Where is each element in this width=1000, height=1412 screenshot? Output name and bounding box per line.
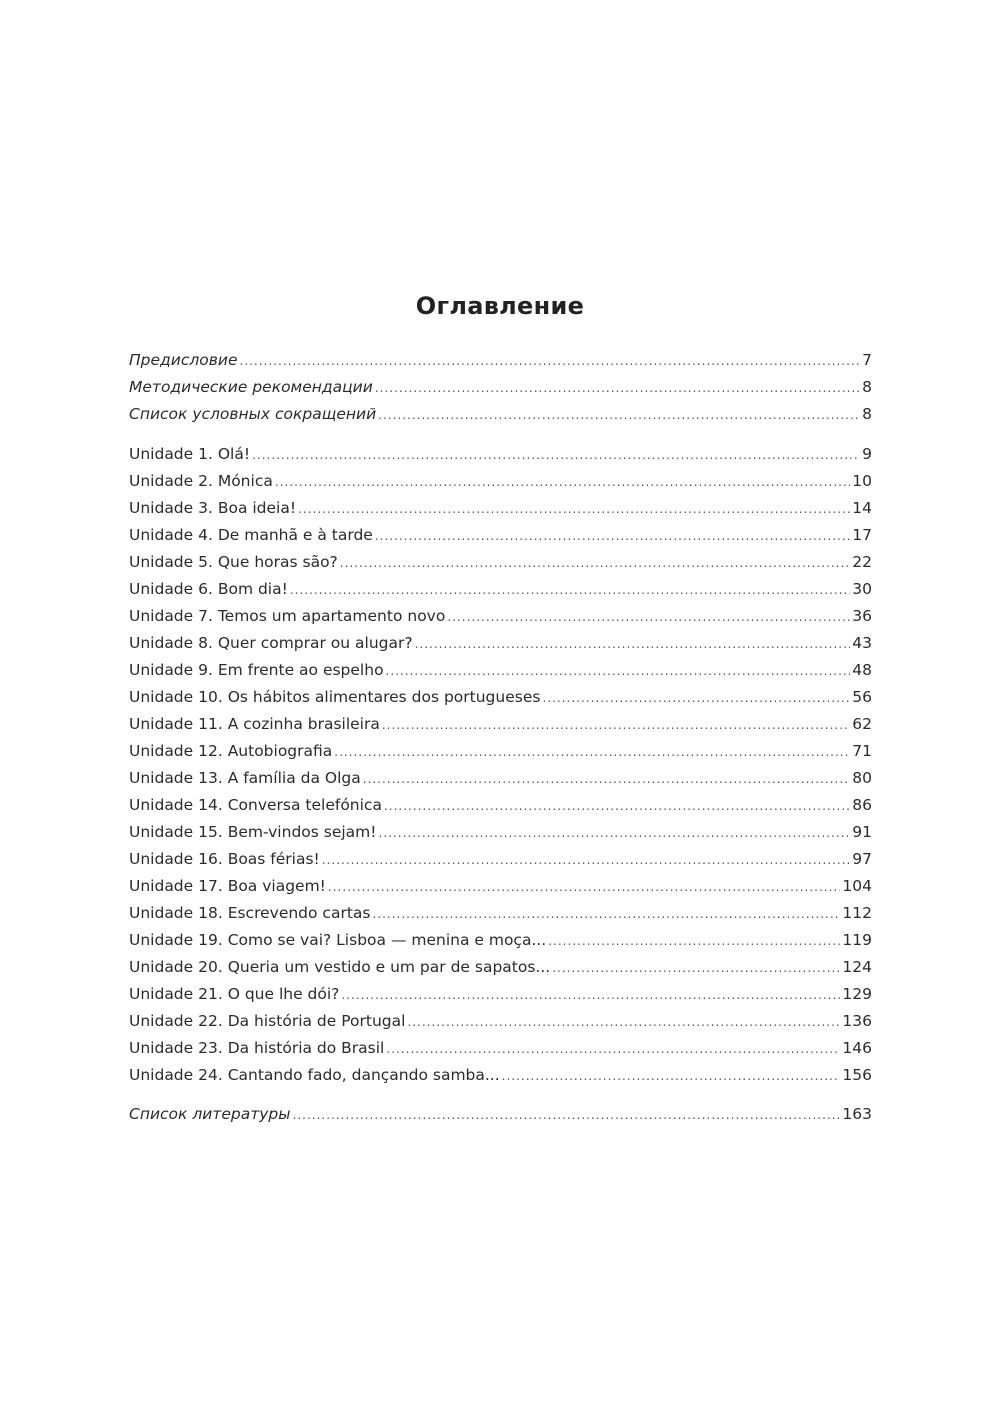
toc-entry-label: Unidade 24. Cantando fado, dançando samba... bbox=[129, 1066, 500, 1084]
toc-units bbox=[129, 441, 872, 1089]
dot-leader bbox=[239, 348, 860, 374]
toc-entry-label: Unidade 15. Bem-vindos sejam! bbox=[129, 823, 377, 841]
dot-leader bbox=[386, 658, 851, 684]
toc-entry-page: 136 bbox=[842, 1012, 872, 1030]
dot-leader bbox=[386, 1036, 840, 1062]
toc-entry-page: 10 bbox=[852, 472, 872, 490]
dot-leader bbox=[375, 523, 850, 549]
dot-leader bbox=[334, 739, 850, 765]
toc-entry-label: Список литературы bbox=[129, 1105, 291, 1123]
toc-entry[interactable] bbox=[129, 441, 872, 468]
toc-entry-page: 8 bbox=[862, 405, 872, 423]
dot-leader bbox=[407, 1009, 840, 1035]
toc-entry-label: Unidade 17. Boa viagem! bbox=[129, 877, 326, 895]
toc-entry-page: 80 bbox=[852, 769, 872, 787]
dot-leader bbox=[290, 577, 850, 603]
toc-back-matter bbox=[129, 1101, 872, 1128]
toc-entry-page: 97 bbox=[852, 850, 872, 868]
toc-entry-page: 163 bbox=[842, 1105, 872, 1123]
toc-entry-label: Методические рекомендации bbox=[129, 378, 373, 396]
toc-entry-page: 56 bbox=[852, 688, 872, 706]
toc-entry-page: 8 bbox=[862, 378, 872, 396]
dot-leader bbox=[298, 496, 850, 522]
dot-leader bbox=[328, 874, 841, 900]
toc-entry[interactable] bbox=[129, 603, 872, 630]
dot-leader bbox=[552, 955, 840, 981]
toc-entry-page: 119 bbox=[842, 931, 872, 949]
toc-entry-label: Unidade 19. Como se vai? Lisboa — menina e moça... bbox=[129, 931, 547, 949]
toc-entry[interactable] bbox=[129, 1101, 872, 1128]
toc-entry-page: 71 bbox=[852, 742, 872, 760]
toc-entry-label: Unidade 10. Os hábitos alimentares dos portugueses bbox=[129, 688, 541, 706]
toc-entry[interactable] bbox=[129, 738, 872, 765]
dot-leader bbox=[293, 1102, 841, 1128]
toc-entry-label: Unidade 4. De manhã e à tarde bbox=[129, 526, 373, 544]
dot-leader bbox=[252, 442, 860, 468]
toc-entry[interactable] bbox=[129, 495, 872, 522]
toc-entry[interactable] bbox=[129, 1035, 872, 1062]
dot-leader bbox=[363, 766, 851, 792]
toc-entry-label: Unidade 8. Quer comprar ou alugar? bbox=[129, 634, 413, 652]
toc-entry-label: Unidade 13. A família da Olga bbox=[129, 769, 361, 787]
toc-entry-page: 36 bbox=[852, 607, 872, 625]
toc-entry[interactable] bbox=[129, 1008, 872, 1035]
dot-leader bbox=[542, 685, 850, 711]
toc-entry-page: 129 bbox=[842, 985, 872, 1003]
toc-entry-label: Список условных сокращений bbox=[129, 405, 377, 423]
toc-entry[interactable] bbox=[129, 981, 872, 1008]
toc-entry-page: 62 bbox=[852, 715, 872, 733]
toc-entry-page: 22 bbox=[852, 553, 872, 571]
toc-entry-page: 156 bbox=[842, 1066, 872, 1084]
toc-entry-label: Unidade 7. Temos um apartamento novo bbox=[129, 607, 446, 625]
toc-entry-label: Unidade 11. A cozinha brasileira bbox=[129, 715, 380, 733]
dot-leader bbox=[384, 793, 850, 819]
toc-entry-page: 48 bbox=[852, 661, 872, 679]
toc-entry[interactable] bbox=[129, 873, 872, 900]
toc-entry-label: Unidade 1. Olá! bbox=[129, 445, 251, 463]
toc-entry[interactable] bbox=[129, 401, 872, 428]
toc-entry[interactable] bbox=[129, 954, 872, 981]
dot-leader bbox=[379, 820, 851, 846]
toc-entry[interactable] bbox=[129, 576, 872, 603]
toc-entry-label: Unidade 12. Autobiografia bbox=[129, 742, 333, 760]
dot-leader bbox=[415, 631, 851, 657]
dot-leader bbox=[372, 901, 840, 927]
toc-entry[interactable] bbox=[129, 347, 872, 374]
toc-entry-label: Unidade 20. Queria um vestido e um par de sapatos... bbox=[129, 958, 551, 976]
toc-entry-page: 91 bbox=[852, 823, 872, 841]
toc-entry[interactable] bbox=[129, 711, 872, 738]
dot-leader bbox=[548, 928, 840, 954]
toc-entry-label: Unidade 5. Que horas são? bbox=[129, 553, 338, 571]
dot-leader bbox=[382, 712, 850, 738]
toc-entry[interactable] bbox=[129, 522, 872, 549]
toc-entry-label: Unidade 16. Boas férias! bbox=[129, 850, 320, 868]
toc-entry-label: Unidade 9. Em frente ao espelho bbox=[129, 661, 384, 679]
toc-entry-label: Unidade 6. Bom dia! bbox=[129, 580, 288, 598]
toc-entry-label: Unidade 23. Da história do Brasil bbox=[129, 1039, 385, 1057]
dot-leader bbox=[375, 375, 860, 401]
toc-entry-label: Предисловие bbox=[129, 351, 238, 369]
toc-entry-page: 112 bbox=[842, 904, 872, 922]
toc-entry[interactable] bbox=[129, 468, 872, 495]
dot-leader bbox=[502, 1063, 841, 1089]
toc-entry-page: 7 bbox=[862, 351, 872, 369]
toc-entry[interactable] bbox=[129, 819, 872, 846]
dot-leader bbox=[447, 604, 850, 630]
toc-entry[interactable] bbox=[129, 657, 872, 684]
toc-entry-label: Unidade 2. Mónica bbox=[129, 472, 273, 490]
toc-entry[interactable] bbox=[129, 792, 872, 819]
dot-leader bbox=[340, 550, 850, 576]
dot-leader bbox=[275, 469, 850, 495]
toc-entry-page: 104 bbox=[842, 877, 872, 895]
toc-entry[interactable] bbox=[129, 374, 872, 401]
toc-entry-page: 146 bbox=[842, 1039, 872, 1057]
toc-entry[interactable] bbox=[129, 927, 872, 954]
dot-leader bbox=[378, 402, 860, 428]
toc-entry[interactable] bbox=[129, 765, 872, 792]
toc-entry-label: Unidade 21. O que lhe dói? bbox=[129, 985, 340, 1003]
toc-entry[interactable] bbox=[129, 630, 872, 657]
toc-entry-page: 9 bbox=[862, 445, 872, 463]
toc-entry-page: 14 bbox=[852, 499, 872, 517]
toc-entry-label: Unidade 14. Conversa telefónica bbox=[129, 796, 382, 814]
toc-entry-page: 17 bbox=[852, 526, 872, 544]
toc-entry[interactable] bbox=[129, 846, 872, 873]
toc-entry-page: 30 bbox=[852, 580, 872, 598]
toc-entry[interactable] bbox=[129, 900, 872, 927]
toc-entry[interactable] bbox=[129, 684, 872, 711]
dot-leader bbox=[322, 847, 850, 873]
dot-leader bbox=[341, 982, 840, 1008]
toc-entry-label: Unidade 18. Escrevendo cartas bbox=[129, 904, 371, 922]
toc-entry-label: Unidade 3. Boa ideia! bbox=[129, 499, 297, 517]
toc-entry-page: 86 bbox=[852, 796, 872, 814]
page-title: Оглавление bbox=[415, 292, 585, 320]
toc-entry-label: Unidade 22. Da história de Portugal bbox=[129, 1012, 406, 1030]
toc-entry[interactable] bbox=[129, 549, 872, 576]
toc-entry-page: 43 bbox=[852, 634, 872, 652]
toc-front-matter bbox=[129, 347, 872, 428]
toc-entry-page: 124 bbox=[842, 958, 872, 976]
toc-entry[interactable] bbox=[129, 1062, 872, 1089]
